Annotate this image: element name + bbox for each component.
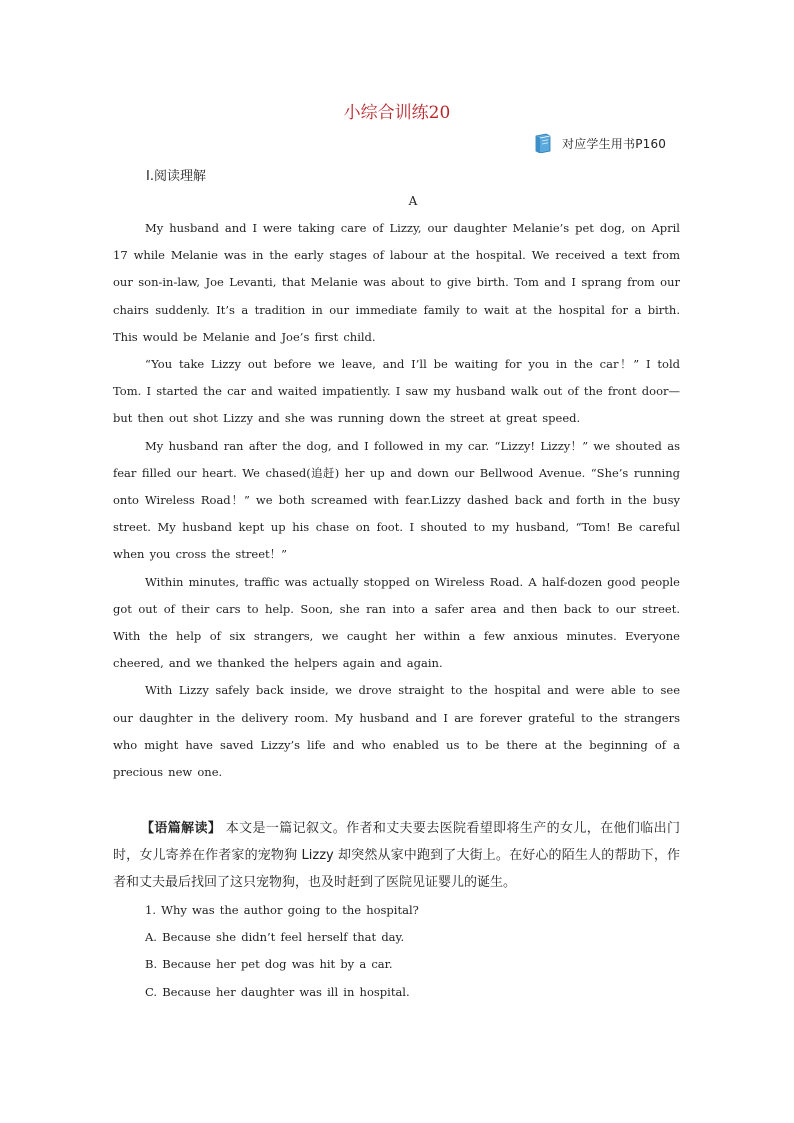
passage-analysis [113,815,680,896]
option-b[interactable]: B. Because her pet dog was hit by a car. [145,957,393,972]
passage-body [113,215,680,786]
student-book-reference [534,132,666,154]
book-icon [534,133,552,153]
paragraph: My husband ran after the dog, and I followed in my car. “Lizzy! Lizzy！” we shouted as fear filled our heart. We chased(追赶) her up and down our Bellwood Avenue. “She’s running onto Wireless Road！” we both screamed with fear.Lizzy dashed back and forth in the busy street. My husband kept up his chase on foot. I shouted to my husband, “Tom! Be careful when you cross the street！” [113,438,680,562]
paragraph: With Lizzy safely back inside, we drove straight to the hospital and were able to see our daughter in the delivery room. My husband and I are forever grateful to the strangers who might have saved Lizzy’s life and who enabled us to be there at the beginning of a precious new one. [113,683,680,780]
paragraph: My husband and I were taking care of Lizzy, our daughter Melanie’s pet dog, on April 17 while Melanie was in the early stages of labour at the hospital. We received a text from our son-in-law, Joe Levanti, that Melanie was about to give birth. Tom and I sprang from our chairs suddenly. It’s a tradition in our immediate family to wait at the hospital for a birth. This would be Melanie and Joe’s first child. [113,221,680,344]
analysis-tag: 【语篇解读】 [141,821,222,836]
paragraph: Within minutes, traffic was actually stopped on Wireless Road. A half-dozen good people got out of their cars to help. Soon, she ran into a safer area and then back to our street. With the help of six strangers, we caught her within a few anxious minutes. Everyone cheered, and we thanked the helpers again and again. [113,574,680,671]
section-heading: Ⅰ.阅读理解 [146,169,206,184]
option-c[interactable]: C. Because her daughter was ill in hospital. [145,984,410,999]
passage-label: A [408,194,418,208]
paragraph: “You take Lizzy out before we leave, and I’ll be waiting for you in the car！” I told Tom. I started the car and waited impatiently. I saw my husband walk out of the front door—but then out shot Lizzy and she was running down the street at great speed. [113,357,680,426]
analysis-text: 本文是一篇记叙文。作者和丈夫要去医院看望即将生产的女儿，在他们临出门时，女儿寄养在作者家的宠物狗 Lizzy 却突然从家中跑到了大街上。在好心的陌生人的帮助下，作者和丈夫最后找回了这只宠物狗，也及时赶到了医院见证婴儿的诞生。 [113,821,680,890]
option-a[interactable]: A. Because she didn’t feel herself that day. [145,930,405,945]
question-1 [145,897,685,1006]
reference-text: 对应学生用书P160 [562,136,667,151]
question-stem: 1. Why was the author going to the hospital? [145,903,419,917]
page-title: 小综合训练20 [343,103,451,123]
analysis-paragraph [113,815,680,896]
